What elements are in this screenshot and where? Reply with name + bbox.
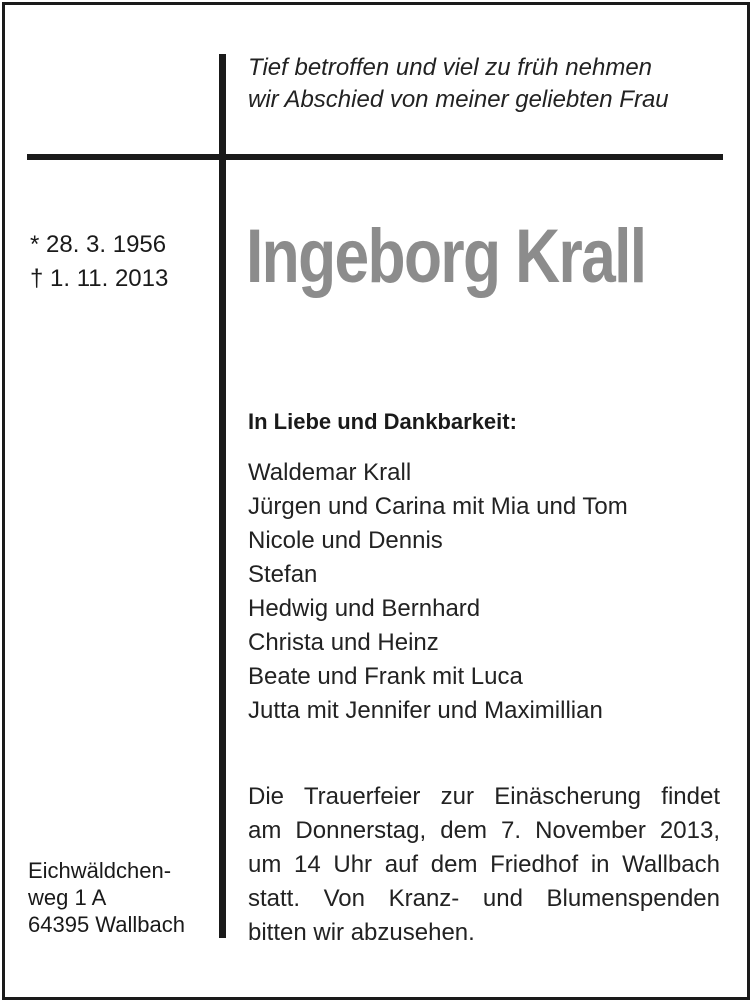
address-block: [28, 857, 185, 938]
cross-horizontal-bar: [27, 154, 723, 160]
address-line-1: Eichwäldchen-: [28, 858, 172, 883]
address-line-3: 64395 Wallbach: [28, 912, 185, 937]
mourner-item: Jürgen und Carina mit Mia und Tom: [248, 493, 628, 520]
address-line-2: weg 1 A: [28, 885, 107, 910]
intro-line-1: Tief betroffen und viel zu früh nehmen: [248, 54, 653, 81]
death-date: † 1. 11. 2013: [30, 265, 169, 292]
funeral-line: statt. Von Kranz- und Blumenspenden: [248, 885, 720, 912]
mourner-item: Nicole und Dennis: [248, 527, 443, 554]
cross-vertical-bar: [219, 54, 226, 938]
mourner-item: Jutta mit Jennifer und Maximillian: [248, 697, 603, 724]
life-dates: [30, 228, 168, 296]
intro-text: [248, 52, 728, 116]
mourner-item: Hedwig und Bernhard: [248, 595, 481, 622]
birth-date: * 28. 3. 1956: [30, 231, 167, 258]
funeral-notice: [248, 780, 720, 950]
mourners-list: [248, 456, 628, 728]
deceased-name: Ingeborg Krall: [246, 214, 646, 299]
mourner-item: Christa und Heinz: [248, 629, 439, 656]
funeral-line: Die Trauerfeier zur Einäscherung findet: [248, 783, 720, 810]
thanks-heading: In Liebe und Dankbarkeit:: [248, 409, 517, 434]
funeral-line: am Donnerstag, dem 7. November 2013,: [248, 817, 720, 844]
mourner-item: Beate und Frank mit Luca: [248, 663, 523, 690]
intro-line-2: wir Abschied von meiner geliebten Frau: [248, 86, 669, 113]
mourner-item: Stefan: [248, 561, 318, 588]
funeral-line: um 14 Uhr auf dem Friedhof in Wallbach: [248, 851, 720, 878]
mourner-item: Waldemar Krall: [248, 459, 412, 486]
funeral-line: bitten wir abzusehen.: [248, 919, 475, 946]
